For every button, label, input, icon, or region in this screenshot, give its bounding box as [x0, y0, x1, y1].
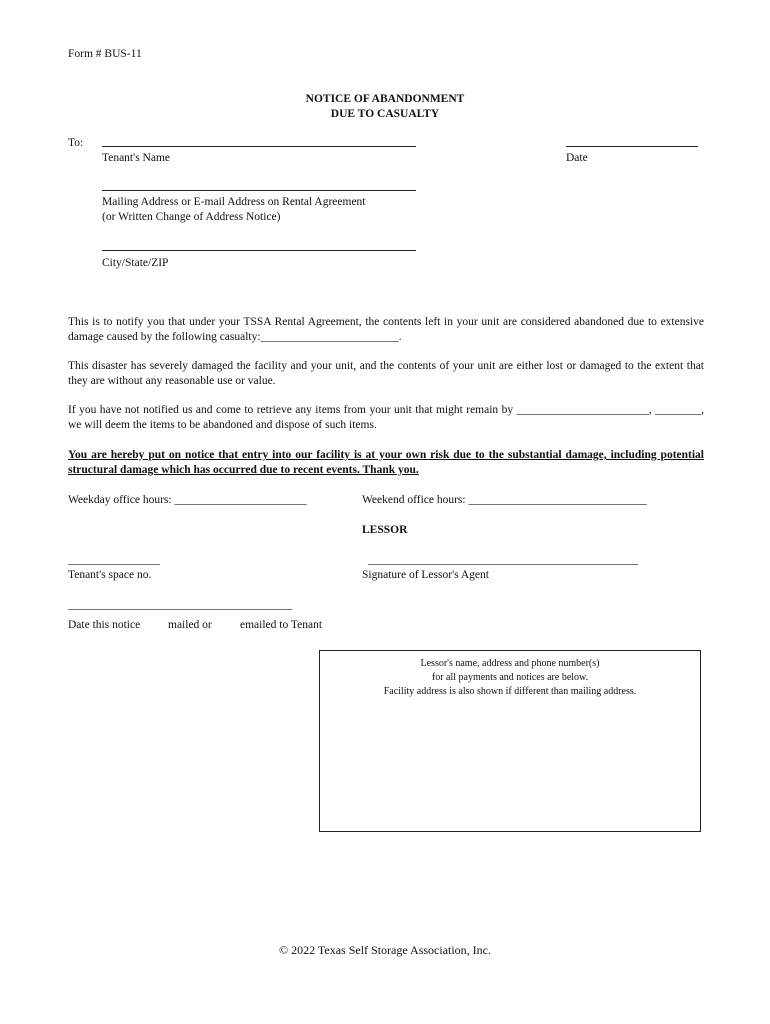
lessor-label: LESSOR [362, 524, 408, 536]
date-label: Date [566, 152, 588, 164]
paragraph-casualty: This is to notify you that under your TSSA Rental Agreement, the contents left in your unit are considered abandoned due to extensive damage caused by the following casualty:________________________. [68, 316, 704, 343]
tenant-name-field[interactable] [102, 146, 416, 147]
box-line-1: Lessor's name, address and phone number(s) [420, 658, 600, 669]
emailed-option[interactable]: emailed to Tenant [240, 619, 323, 631]
mailing-address-field[interactable] [102, 190, 416, 191]
date-notice-field[interactable]: _______________________________________ [68, 599, 293, 611]
footer-copyright: © 2022 Texas Self Storage Association, Inc. [278, 943, 492, 957]
weekday-hours: Weekday office hours: _______________________ [68, 494, 307, 506]
mailing-address-sublabel: (or Written Change of Address Notice) [102, 211, 281, 223]
weekend-hours: Weekend office hours: _______________________________ [362, 494, 647, 506]
box-line-2: for all payments and notices are below. [431, 672, 589, 683]
notice-bold-paragraph: You are hereby put on notice that entry into our facility is at your own risk due to the substantial damage, including potential structural damage which has occurred due to recent events. Thank you. [68, 449, 704, 476]
city-state-zip-field[interactable] [102, 250, 416, 251]
tenant-space-field[interactable]: ________________ [68, 554, 160, 566]
agent-signature-field[interactable]: _______________________________________________ [368, 554, 639, 566]
tenant-name-label: Tenant's Name [102, 152, 171, 164]
mailed-option[interactable]: mailed or [168, 619, 212, 631]
lessor-info-box [319, 650, 701, 832]
date-field[interactable] [566, 146, 698, 147]
city-state-zip-label: City/State/ZIP [102, 257, 169, 269]
paragraph-retrieve: If you have not notified us and come to retrieve any items from your unit that might remain by _______________________, ________, we will deem the items to be abandoned and dispose of such items. [68, 404, 704, 431]
title-line-1: NOTICE OF ABANDONMENT [305, 93, 465, 105]
agent-signature-label: Signature of Lessor's Agent [362, 569, 489, 581]
date-notice-label: Date this notice [68, 619, 141, 631]
title-line-2: DUE TO CASUALTY [330, 108, 440, 120]
paragraph-damage: This disaster has severely damaged the facility and your unit, and the contents of your unit are either lost or damaged to the extent that they are without any reasonable use or value. [68, 360, 704, 387]
mailing-address-label: Mailing Address or E-mail Address on Rental Agreement [102, 196, 366, 208]
to-label: To: [68, 137, 84, 149]
form-number: Form # BUS-11 [68, 48, 142, 60]
box-line-3: Facility address is also shown if different than mailing address. [383, 686, 637, 697]
tenant-space-label: Tenant's space no. [68, 569, 152, 581]
